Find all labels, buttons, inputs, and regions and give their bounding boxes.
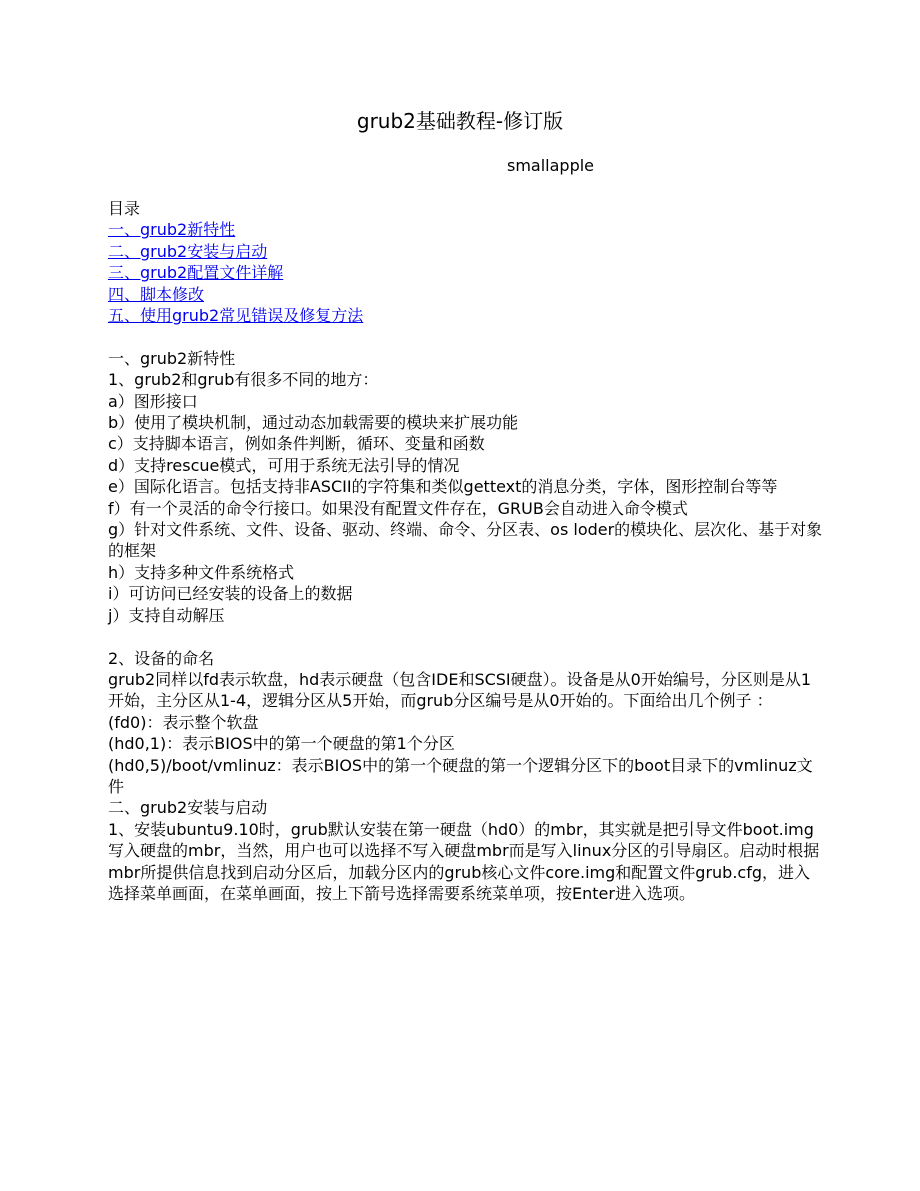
- list-item: h）支持多种文件系统格式: [108, 562, 295, 582]
- install-boot-paragraph: 1、安装ubuntu9.10时，grub默认安装在第一硬盘（hd0）的mbr，其实就是把引导文件boot.img写入硬盘的mbr，当然，用户也可以选择不写入硬盘mbr而是写入linux分区的引导扇区。启动时根据mbr所提供信息找到启动分区后，加载分区内的grub核心文件core.img和配置文件grub.cfg，进入选择菜单画面，在菜单画面，按上下箭号选择需要系统菜单项，按Enter进入选项。: [108, 819, 820, 903]
- toc-link-common-errors[interactable]: 五、使用grub2常见错误及修复方法: [108, 306, 364, 326]
- author-name: smallapple: [507, 156, 595, 175]
- list-item: e）国际化语言。包括支持非ASCII的字符集和类似gettext的消息分类，字体，图形控制台等等: [108, 477, 778, 497]
- list-item: j）支持自动解压: [108, 605, 225, 625]
- device-naming-heading: 2、设备的命名: [108, 648, 215, 668]
- toc-link-config-file[interactable]: 三、grub2配置文件详解: [108, 263, 284, 283]
- device-naming-paragraph: grub2同样以fd表示软盘，hd表示硬盘（包含IDE和SCSI硬盘）。设备是从0开始编号，分区则是从1开始，主分区从1-4，逻辑分区从5开始，而grub分区编号是从0开始的。下面给出几个例子 ：: [108, 669, 812, 711]
- toc-link-install-boot[interactable]: 二、grub2安装与启动: [108, 241, 268, 261]
- section-heading-install-boot: 二、grub2安装与启动: [108, 798, 268, 818]
- toc-link-new-features[interactable]: 一、grub2新特性: [108, 220, 236, 240]
- list-item: d）支持rescue模式，可用于系统无法引导的情况: [108, 455, 460, 475]
- section-intro: 1、grub2和grub有很多不同的地方：: [108, 370, 379, 390]
- list-item: g）针对文件系统、文件、设备、驱动、终端、命令、分区表、os loder的模块化、层次化、基于对象的框架: [108, 520, 823, 561]
- list-item: c）支持脚本语言，例如条件判断，循环、变量和函数: [108, 434, 485, 454]
- list-item: i）可访问已经安装的设备上的数据: [108, 584, 353, 604]
- example-item: (hd0,1)：表示BIOS中的第一个硬盘的第1个分区: [108, 734, 455, 754]
- spacer: [108, 626, 824, 647]
- list-item: f）有一个灵活的命令行接口。如果没有配置文件存在，GRUB会自动进入命令模式: [108, 498, 688, 518]
- spacer: [108, 326, 824, 347]
- section-heading-new-features: 一、grub2新特性: [108, 348, 236, 368]
- document-body: [108, 198, 824, 904]
- toc-heading: 目录: [108, 199, 141, 218]
- page-title: grub2基础教程-修订版: [356, 109, 564, 133]
- list-item: b）使用了模块机制，通过动态加载需要的模块来扩展功能: [108, 413, 519, 433]
- example-item: (hd0,5)/boot/vmlinuz：表示BIOS中的第一个硬盘的第一个逻辑分区下的boot目录下的vmlinuz文件: [108, 755, 813, 796]
- toc-link-script-modify[interactable]: 四、脚本修改: [108, 284, 205, 304]
- list-item: a）图形接口: [108, 391, 198, 411]
- example-item: (fd0)：表示整个软盘: [108, 712, 259, 732]
